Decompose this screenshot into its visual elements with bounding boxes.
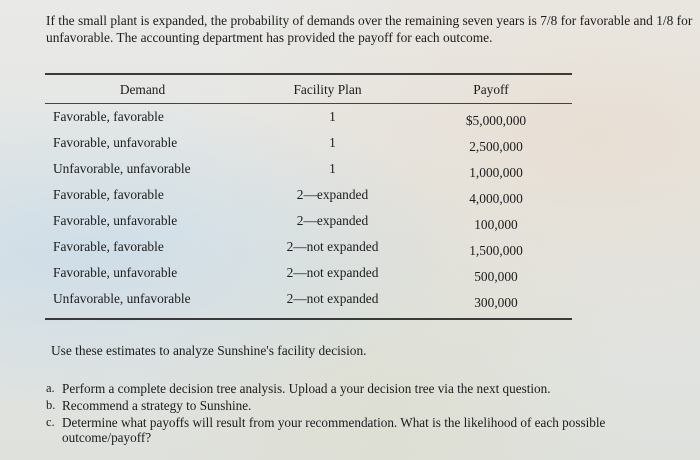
cell-plan: 1 — [329, 135, 336, 150]
table-row — [45, 260, 572, 286]
table-row — [45, 182, 572, 208]
table-row — [45, 156, 572, 182]
question-letter: b. — [46, 398, 56, 412]
cell-plan: 1 — [329, 109, 336, 124]
header-demand: Demand — [119, 82, 166, 97]
question-item — [46, 381, 686, 396]
cell-plan: 2—not expanded — [286, 239, 379, 254]
cell-demand: Favorable, unfavorable — [53, 265, 178, 280]
question-item — [46, 415, 686, 445]
payoff-table — [45, 73, 572, 320]
table-header-row — [45, 77, 572, 103]
table-row — [45, 130, 572, 156]
cell-payoff: 500,000 — [474, 269, 518, 284]
header-facility-plan: Facility Plan — [293, 82, 362, 97]
instructions-text: Use these estimates to analyze Sunshine's facility decision. — [51, 343, 367, 358]
question-text: Perform a complete decision tree analysis. Upload a your decision tree via the next question. — [62, 381, 551, 396]
question-text: Determine what payoffs will result from your recommendation. What is the likelihood of each possible outcome/payoff? — [62, 415, 606, 445]
cell-payoff: 1,000,000 — [469, 165, 523, 180]
table-row — [45, 104, 572, 130]
question-item — [46, 398, 686, 413]
cell-payoff: 2,500,000 — [469, 139, 523, 154]
table-row — [45, 286, 572, 312]
cell-payoff: 4,000,000 — [469, 191, 523, 206]
question-letter: a. — [46, 381, 55, 395]
table-row — [45, 208, 572, 234]
cell-demand: Favorable, unfavorable — [53, 213, 178, 228]
cell-plan: 2—not expanded — [286, 265, 379, 280]
intro-paragraph: If the small plant is expanded, the probability of demands over the remaining seven years is 7/8 for favorable and 1/8 for unfavorable. The accounting department has provided the payoff for each outcome. — [46, 13, 693, 45]
question-list — [46, 381, 686, 447]
cell-demand: Favorable, favorable — [53, 239, 164, 254]
question-letter: c. — [46, 415, 55, 429]
cell-demand: Unfavorable, unfavorable — [53, 291, 191, 306]
cell-payoff: $5,000,000 — [465, 113, 527, 128]
table-bottom-rule — [45, 318, 572, 320]
table-top-rule — [45, 73, 572, 75]
cell-demand: Unfavorable, unfavorable — [53, 161, 191, 176]
cell-payoff: 1,500,000 — [469, 243, 523, 258]
table-row — [45, 234, 572, 260]
cell-plan: 2—not expanded — [286, 291, 379, 306]
cell-demand: Favorable, favorable — [53, 109, 164, 124]
cell-plan: 2—expanded — [296, 213, 369, 228]
cell-payoff: 100,000 — [474, 217, 518, 232]
cell-plan: 2—expanded — [296, 187, 369, 202]
cell-plan: 1 — [329, 161, 336, 176]
cell-payoff: 300,000 — [474, 295, 518, 310]
cell-demand: Favorable, favorable — [53, 187, 164, 202]
question-text: Recommend a strategy to Sunshine. — [62, 398, 252, 413]
header-payoff: Payoff — [473, 82, 509, 97]
cell-demand: Favorable, unfavorable — [53, 135, 178, 150]
